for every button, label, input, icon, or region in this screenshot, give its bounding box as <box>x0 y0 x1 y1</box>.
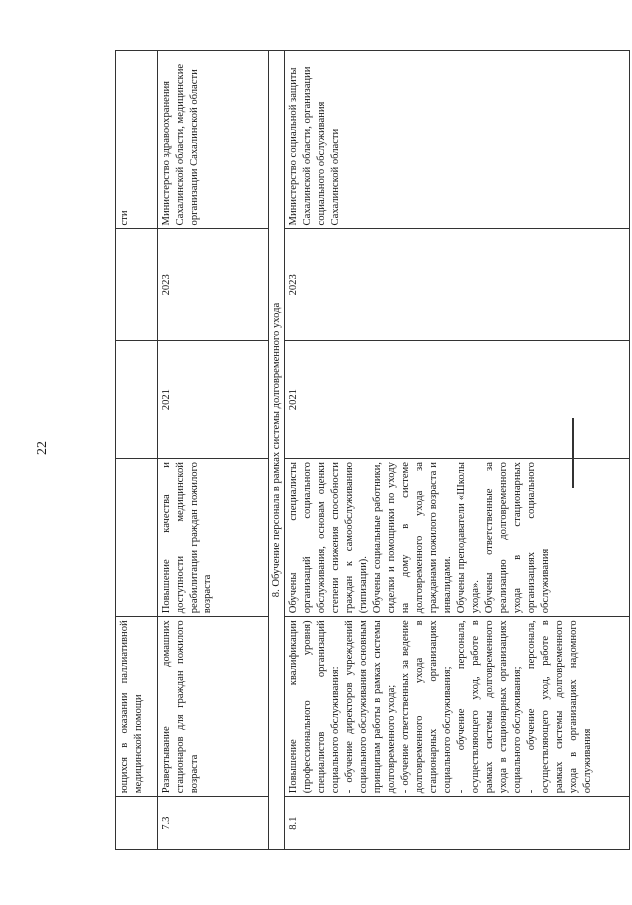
cell-end <box>116 229 158 341</box>
cell-end: 2023 <box>157 229 269 341</box>
cell-result <box>116 459 158 617</box>
cell-executor: Министерство социальной защиты Сахалинской области, организации социального обслуживания Сахалинской области <box>285 51 630 229</box>
cell-end: 2023 <box>285 229 630 341</box>
activity-line: Повышение квалификации (профессионального уровня) специалистов организаций социального обслуживания: <box>288 620 342 794</box>
result-line: Обучены социальные работники, сиделки и помощники по уходу на дому в системе долговременного ухода за гражданами пожилого возраста и инвалидами. <box>372 462 453 614</box>
result-line: Обучены преподаватели «Школы ухода». <box>455 462 481 614</box>
cell-activity: ющихся в оказании паллиативной медицинской помощи <box>116 617 158 797</box>
cell-result: Повышение качества и доступности медицинской реабилитации граждан пожилого возраста <box>157 459 269 617</box>
cell-num <box>116 797 158 850</box>
section-title: 8. Обучение персонала в рамках системы долговременного ухода <box>269 51 285 850</box>
table-row-continuation <box>116 51 158 850</box>
activity-line: - обучение персонала, осуществляющего уход, работе в рамках системы долговременного ухода в организациях надомного обслуживания <box>525 620 593 794</box>
cell-executor: сти <box>116 51 158 229</box>
activity-line: - обучение директоров учреждений социального обслуживания основным принципам работы в рамках системы долговременного ухода; <box>344 620 398 794</box>
result-line: Обучены ответственные за реализацию долговременного ухода в стационарных организациях социального обслуживания <box>483 462 551 614</box>
cell-executor: Министерство здравоохранения Сахалинской области, медицинские организации Сахалинской области <box>157 51 269 229</box>
cell-num: 8.1 <box>285 797 630 850</box>
table-section-row <box>269 51 285 850</box>
table-row-7-3 <box>157 51 269 850</box>
cell-start: 2021 <box>157 341 269 459</box>
cell-num: 7.3 <box>157 797 269 850</box>
page-number: 22 <box>35 441 50 455</box>
cell-result <box>285 459 630 617</box>
cell-start: 2021 <box>285 341 630 459</box>
result-line: Обучены специалисты организаций социального обслуживания, основам оценки степени снижения способности граждан к самообслуживанию (типизации). <box>288 462 370 614</box>
cell-start <box>116 341 158 459</box>
activity-line: - обучение ответственных за ведение долговременного ухода в стационарных организациях социального обслуживания; <box>400 620 453 794</box>
cell-activity: Развертывание домашних стационаров для граждан пожилого возраста <box>157 617 269 797</box>
plan-table <box>115 50 630 850</box>
cell-activity <box>285 617 630 797</box>
activity-line: - обучение персонала, осуществляющего уход, работе в рамках системы долговременного ухода в стационарных организациях социального обслуживания; <box>455 620 523 794</box>
table-row-8-1 <box>285 51 630 850</box>
rotated-table-area <box>115 50 630 850</box>
